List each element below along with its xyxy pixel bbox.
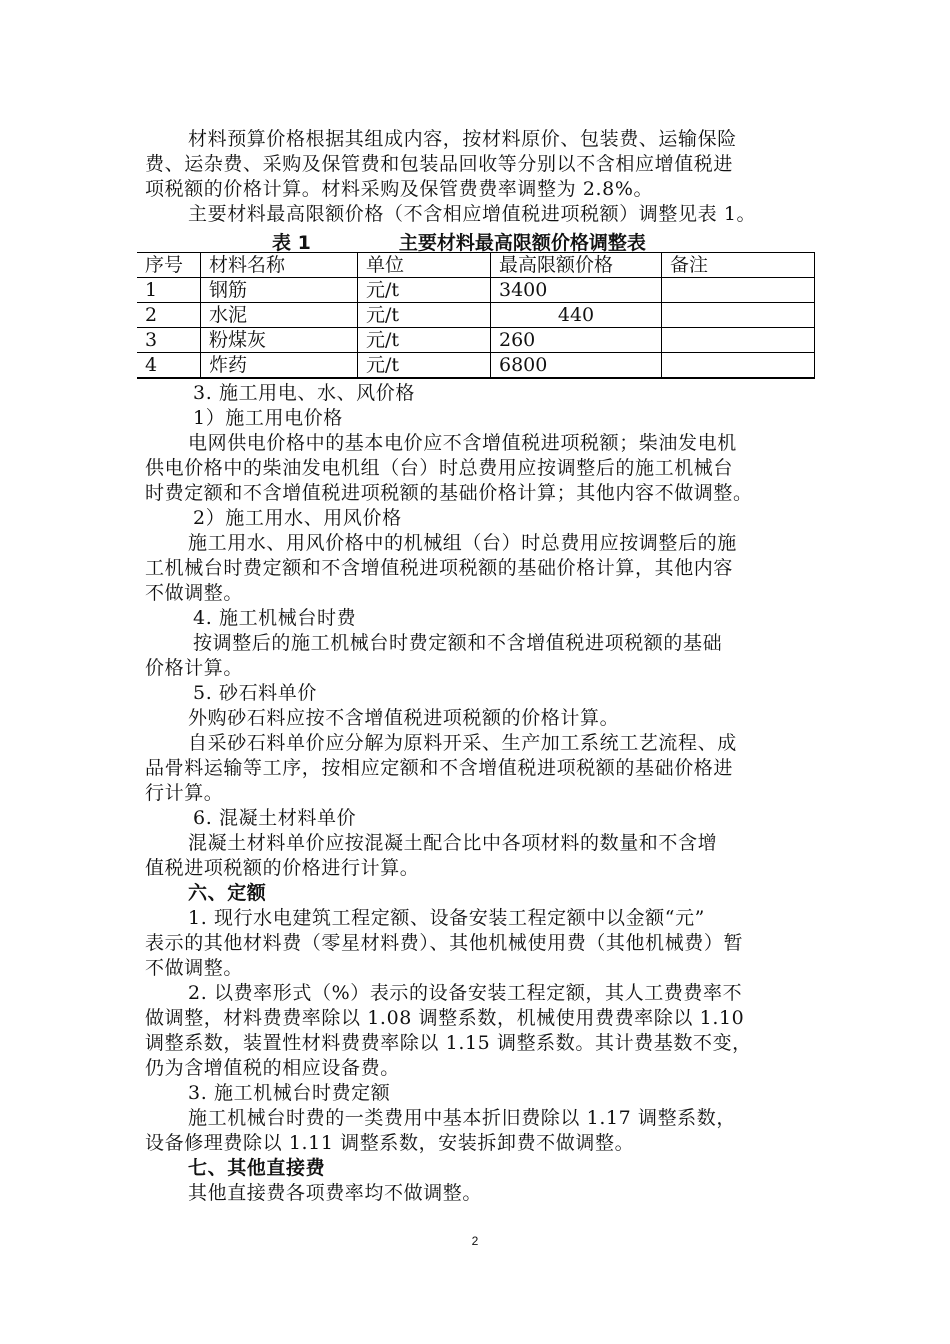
paragraph-line: 供电价格中的柴油发电机组（台）时总费用应按调整后的施工机械台 (145, 457, 734, 479)
paragraph-line: 施工机械台时费的一类费用中基本折旧费除以 1.17 调整系数， (188, 1107, 736, 1129)
paragraph-line: 1. 现行水电建筑工程定额、设备安装工程定额中以金额“元” (188, 907, 705, 929)
header-cell: 最高限额价格 (491, 253, 662, 278)
paragraph-line: 混凝土材料单价应按混凝土配合比中各项材料的数量和不含增 (188, 832, 718, 854)
section-heading: 3. 施工机械台时费定额 (188, 1082, 391, 1104)
table-cell: 440 (491, 303, 662, 328)
table-cell: 粉煤灰 (201, 328, 358, 353)
table-row (137, 353, 815, 379)
header-cell: 备注 (662, 253, 815, 278)
table-cell: 2 (137, 303, 201, 328)
paragraph-line: 项税额的价格计算。材料采购及保管费费率调整为 2.8%。 (145, 178, 654, 200)
section-heading: 5. 砂石料单价 (193, 682, 317, 704)
paragraph-line: 外购砂石料应按不含增值税进项税额的价格计算。 (188, 707, 620, 729)
paragraph-line: 不做调整。 (145, 957, 244, 979)
table-cell: 元/t (358, 353, 491, 379)
table-cell: 3400 (491, 278, 662, 303)
table-cell: 钢筋 (201, 278, 358, 303)
paragraph-line: 值税进项税额的价格进行计算。 (145, 857, 420, 879)
subsection-heading: 1）施工用电价格 (193, 407, 343, 429)
table-cell: 260 (491, 328, 662, 353)
subsection-heading: 2）施工用水、用风价格 (193, 507, 402, 529)
paragraph-line: 主要材料最高限额价格（不含相应增值税进项税额）调整见表 1。 (188, 203, 757, 225)
section-heading: 4. 施工机械台时费 (193, 607, 357, 629)
table-cell: 6800 (491, 353, 662, 379)
table-cell (662, 278, 815, 303)
paragraph-line: 自采砂石料单价应分解为原料开采、生产加工系统工艺流程、成 (188, 732, 737, 754)
header-cell: 序号 (137, 253, 201, 278)
paragraph-line: 材料预算价格根据其组成内容，按材料原价、包装费、运输保险 (188, 128, 737, 150)
table-cell: 炸药 (201, 353, 358, 379)
table-cell: 1 (137, 278, 201, 303)
chapter-heading: 七、其他直接费 (188, 1157, 326, 1179)
table-header-row (137, 253, 815, 278)
table-cell: 3 (137, 328, 201, 353)
section-heading: 6. 混凝土材料单价 (193, 807, 357, 829)
table-cell (662, 353, 815, 379)
paragraph-line: 工机械台时费定额和不含增值税进项税额的基础价格计算，其他内容 (145, 557, 734, 579)
paragraph-line: 施工用水、用风价格中的机械组（台）时总费用应按调整后的施 (188, 532, 737, 554)
paragraph-line: 按调整后的施工机械台时费定额和不含增值税进项税额的基础 (193, 632, 723, 654)
paragraph-line: 品骨料运输等工序，按相应定额和不含增值税进项税额的基础价格进 (145, 757, 734, 779)
paragraph-line: 电网供电价格中的基本电价应不含增值税进项税额；柴油发电机 (188, 432, 737, 454)
table-caption (272, 228, 646, 255)
table-cell: 元/t (358, 278, 491, 303)
table-row (137, 303, 815, 328)
table-caption-title: 主要材料最高限额价格调整表 (398, 232, 646, 254)
table-cell (662, 303, 815, 328)
paragraph-line: 表示的其他材料费（零星材料费）、其他机械使用费（其他机械费）暂 (145, 932, 744, 954)
paragraph-line: 费、运杂费、采购及保管费和包装品回收等分别以不含相应增值税进 (145, 153, 734, 175)
paragraph-line: 时费定额和不含增值税进项税额的基础价格计算；其他内容不做调整。 (145, 482, 753, 504)
paragraph-line: 调整系数，装置性材料费费率除以 1.15 调整系数。其计费基数不变， (145, 1032, 752, 1054)
paragraph-line: 做调整，材料费费率除以 1.08 调整系数，机械使用费费率除以 1.10 (145, 1007, 745, 1029)
section-heading: 3. 施工用电、水、风价格 (193, 382, 415, 404)
paragraph-line: 行计算。 (145, 782, 224, 804)
table-caption-label: 表 1 (272, 232, 311, 254)
table-row (137, 278, 815, 303)
paragraph-line: 其他直接费各项费率均不做调整。 (188, 1182, 483, 1204)
chapter-heading: 六、定额 (188, 882, 267, 904)
page-number: 2 (471, 1234, 479, 1248)
paragraph-line: 仍为含增值税的相应设备费。 (145, 1057, 400, 1079)
table-cell: 4 (137, 353, 201, 379)
header-cell: 材料名称 (201, 253, 358, 278)
table-row (137, 328, 815, 353)
table-cell (662, 328, 815, 353)
paragraph-line: 不做调整。 (145, 582, 244, 604)
header-cell: 单位 (358, 253, 491, 278)
table-cell: 元/t (358, 328, 491, 353)
table-cell: 水泥 (201, 303, 358, 328)
paragraph-line: 设备修理费除以 1.11 调整系数，安装拆卸费不做调整。 (145, 1132, 635, 1154)
paragraph-line: 价格计算。 (145, 657, 244, 679)
paragraph-line: 2. 以费率形式（%）表示的设备安装工程定额，其人工费费率不 (188, 982, 743, 1004)
materials-price-table (137, 252, 815, 379)
table-cell: 元/t (358, 303, 491, 328)
